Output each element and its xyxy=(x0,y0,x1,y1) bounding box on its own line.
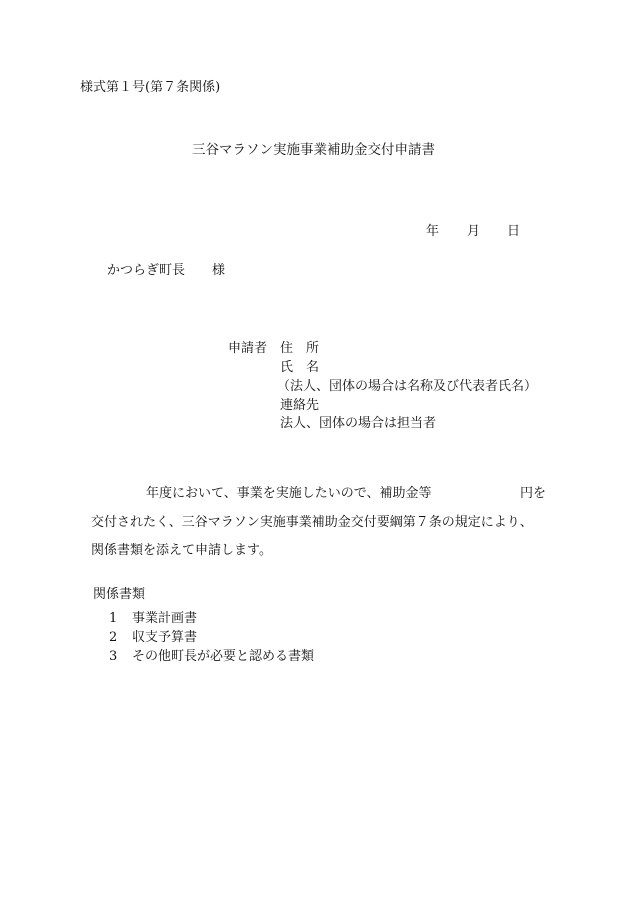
item-number: 2 xyxy=(109,630,118,645)
date-day-label: 日 xyxy=(507,224,521,239)
contact-note: 法人、団体の場合は担当者 xyxy=(280,416,437,431)
contact-label: 連絡先 xyxy=(280,398,320,413)
item-number: 3 xyxy=(109,649,118,664)
body-line-2: 交付されたく、三谷マラソン実施事業補助金交付要綱第７条の規定により、 xyxy=(91,515,533,530)
addressee-honorific: 様 xyxy=(212,263,226,278)
documents-heading: 関係書類 xyxy=(93,587,146,602)
item-text: 事業計画書 xyxy=(132,611,198,626)
date-year-label: 年 xyxy=(426,224,440,239)
name-label: 氏 名 xyxy=(280,360,320,375)
page-title: 三谷マラソン実施事業補助金交付申請書 xyxy=(192,142,435,158)
applicant-label: 申請者 xyxy=(228,341,268,356)
item-text: その他町長が必要と認める書類 xyxy=(132,649,315,664)
body-line-3: 関係書類を添えて申請します。 xyxy=(91,543,272,558)
name-note: （法人、団体の場合は名称及び代表者氏名） xyxy=(277,379,538,394)
body-line-1a: 年度において、事業を実施したいので、補助金等 xyxy=(146,486,432,501)
date-month-label: 月 xyxy=(467,224,481,239)
body-line-1b: 円を xyxy=(520,486,547,501)
addressee-name: かつらぎ町長 xyxy=(107,263,186,278)
item-number: 1 xyxy=(109,611,118,626)
form-label: 様式第１号(第７条関係) xyxy=(80,80,221,95)
address-label: 住 所 xyxy=(280,341,320,356)
item-text: 収支予算書 xyxy=(132,630,198,645)
